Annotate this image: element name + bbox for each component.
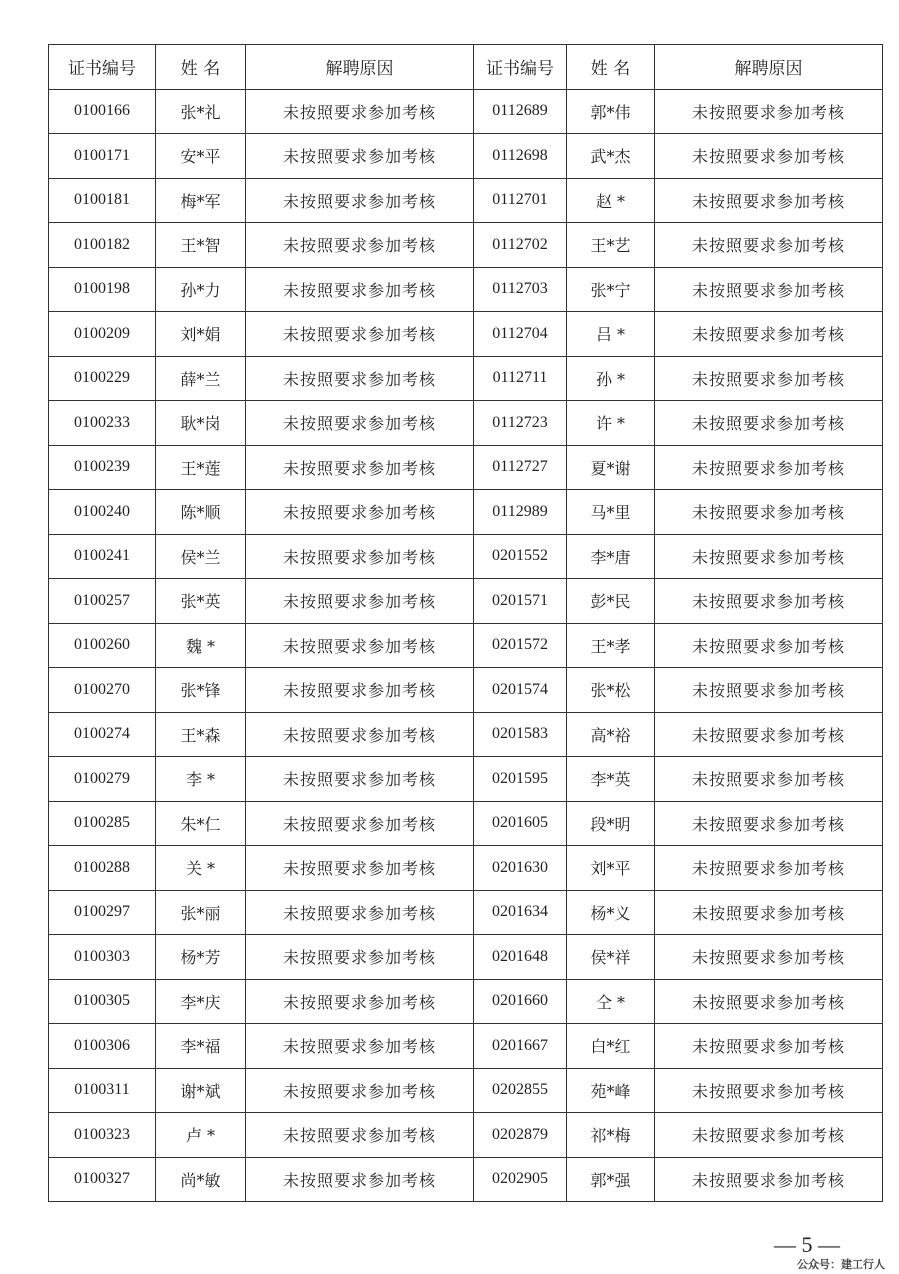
name-cell: 张*英 (156, 579, 246, 624)
name-cell: 李 * (156, 757, 246, 802)
reason-cell: 未按照要求参加考核 (246, 668, 474, 713)
cert-no-cell: 0201667 (474, 1024, 567, 1069)
cert-no-cell: 0201630 (474, 846, 567, 891)
reason-cell: 未按照要求参加考核 (246, 935, 474, 980)
table-row (49, 1068, 883, 1113)
reason-cell: 未按照要求参加考核 (655, 89, 883, 134)
cert-no-cell: 0100181 (49, 178, 156, 223)
reason-cell: 未按照要求参加考核 (246, 1113, 474, 1158)
reason-cell: 未按照要求参加考核 (246, 445, 474, 490)
cert-no-cell: 0112702 (474, 223, 567, 268)
cert-no-cell: 0201572 (474, 623, 567, 668)
name-cell: 王*莲 (156, 445, 246, 490)
table-row (49, 979, 883, 1024)
table-row (49, 89, 883, 134)
reason-cell: 未按照要求参加考核 (246, 623, 474, 668)
cert-no-cell: 0100166 (49, 89, 156, 134)
cert-no-cell: 0112711 (474, 356, 567, 401)
cert-no-cell: 0100209 (49, 312, 156, 357)
header-name: 姓 名 (567, 45, 655, 90)
table-row (49, 623, 883, 668)
name-cell: 赵 * (567, 178, 655, 223)
name-cell: 杨*芳 (156, 935, 246, 980)
name-cell: 彭*民 (567, 579, 655, 624)
cert-no-cell: 0201605 (474, 801, 567, 846)
cert-no-cell: 0100229 (49, 356, 156, 401)
cert-no-cell: 0112689 (474, 89, 567, 134)
table-row (49, 134, 883, 179)
cert-no-cell: 0202905 (474, 1157, 567, 1202)
reason-cell: 未按照要求参加考核 (655, 1113, 883, 1158)
name-cell: 王*孝 (567, 623, 655, 668)
cert-no-cell: 0201595 (474, 757, 567, 802)
table-row (49, 267, 883, 312)
reason-cell: 未按照要求参加考核 (246, 312, 474, 357)
reason-cell: 未按照要求参加考核 (655, 134, 883, 179)
name-cell: 朱*仁 (156, 801, 246, 846)
table-row (49, 1024, 883, 1069)
cert-no-cell: 0202879 (474, 1113, 567, 1158)
reason-cell: 未按照要求参加考核 (655, 223, 883, 268)
cert-no-cell: 0100182 (49, 223, 156, 268)
table-row (49, 1157, 883, 1202)
table-row (49, 846, 883, 891)
reason-cell: 未按照要求参加考核 (655, 356, 883, 401)
name-cell: 刘*平 (567, 846, 655, 891)
cert-no-cell: 0100279 (49, 757, 156, 802)
reason-cell: 未按照要求参加考核 (246, 178, 474, 223)
header-cert-no: 证书编号 (49, 45, 156, 90)
name-cell: 王*智 (156, 223, 246, 268)
name-cell: 高*裕 (567, 712, 655, 757)
table-row (49, 579, 883, 624)
reason-cell: 未按照要求参加考核 (246, 846, 474, 891)
table-row (49, 490, 883, 535)
dismissal-roster-table (48, 44, 883, 1202)
name-cell: 谢*斌 (156, 1068, 246, 1113)
cert-no-cell: 0100297 (49, 890, 156, 935)
cert-no-cell: 0100305 (49, 979, 156, 1024)
table-row (49, 178, 883, 223)
reason-cell: 未按照要求参加考核 (655, 846, 883, 891)
cert-no-cell: 0112701 (474, 178, 567, 223)
reason-cell: 未按照要求参加考核 (655, 1157, 883, 1202)
name-cell: 侯*兰 (156, 534, 246, 579)
reason-cell: 未按照要求参加考核 (246, 490, 474, 535)
name-cell: 侯*祥 (567, 935, 655, 980)
name-cell: 孙*力 (156, 267, 246, 312)
name-cell: 仝 * (567, 979, 655, 1024)
header-cert-no: 证书编号 (474, 45, 567, 90)
name-cell: 杨*义 (567, 890, 655, 935)
cert-no-cell: 0112698 (474, 134, 567, 179)
reason-cell: 未按照要求参加考核 (246, 757, 474, 802)
reason-cell: 未按照要求参加考核 (246, 890, 474, 935)
cert-no-cell: 0100270 (49, 668, 156, 713)
reason-cell: 未按照要求参加考核 (655, 668, 883, 713)
cert-no-cell: 0112703 (474, 267, 567, 312)
reason-cell: 未按照要求参加考核 (655, 1024, 883, 1069)
reason-cell: 未按照要求参加考核 (655, 312, 883, 357)
cert-no-cell: 0100303 (49, 935, 156, 980)
cert-no-cell: 0100306 (49, 1024, 156, 1069)
name-cell: 刘*娟 (156, 312, 246, 357)
name-cell: 王*艺 (567, 223, 655, 268)
name-cell: 王*森 (156, 712, 246, 757)
reason-cell: 未按照要求参加考核 (246, 134, 474, 179)
name-cell: 薛*兰 (156, 356, 246, 401)
cert-no-cell: 0112989 (474, 490, 567, 535)
cert-no-cell: 0201660 (474, 979, 567, 1024)
name-cell: 李*庆 (156, 979, 246, 1024)
reason-cell: 未按照要求参加考核 (655, 890, 883, 935)
name-cell: 尚*敏 (156, 1157, 246, 1202)
reason-cell: 未按照要求参加考核 (246, 801, 474, 846)
table-row (49, 312, 883, 357)
reason-cell: 未按照要求参加考核 (246, 223, 474, 268)
cert-no-cell: 0100327 (49, 1157, 156, 1202)
name-cell: 苑*峰 (567, 1068, 655, 1113)
header-reason: 解聘原因 (655, 45, 883, 90)
header-reason: 解聘原因 (246, 45, 474, 90)
reason-cell: 未按照要求参加考核 (246, 401, 474, 446)
reason-cell: 未按照要求参加考核 (655, 801, 883, 846)
name-cell: 李*福 (156, 1024, 246, 1069)
name-cell: 安*平 (156, 134, 246, 179)
name-cell: 张*丽 (156, 890, 246, 935)
name-cell: 夏*谢 (567, 445, 655, 490)
cert-no-cell: 0112723 (474, 401, 567, 446)
reason-cell: 未按照要求参加考核 (655, 267, 883, 312)
name-cell: 武*杰 (567, 134, 655, 179)
table-row (49, 223, 883, 268)
reason-cell: 未按照要求参加考核 (655, 623, 883, 668)
cert-no-cell: 0201552 (474, 534, 567, 579)
reason-cell: 未按照要求参加考核 (246, 89, 474, 134)
watermark: 公众号：建工行人 (797, 1258, 885, 1271)
name-cell: 关 * (156, 846, 246, 891)
name-cell: 张*松 (567, 668, 655, 713)
cert-no-cell: 0100288 (49, 846, 156, 891)
cert-no-cell: 0112727 (474, 445, 567, 490)
cert-no-cell: 0201583 (474, 712, 567, 757)
reason-cell: 未按照要求参加考核 (655, 979, 883, 1024)
cert-no-cell: 0202855 (474, 1068, 567, 1113)
reason-cell: 未按照要求参加考核 (246, 979, 474, 1024)
reason-cell: 未按照要求参加考核 (655, 757, 883, 802)
cert-no-cell: 0100285 (49, 801, 156, 846)
name-cell: 许 * (567, 401, 655, 446)
reason-cell: 未按照要求参加考核 (655, 579, 883, 624)
cert-no-cell: 0201571 (474, 579, 567, 624)
reason-cell: 未按照要求参加考核 (246, 1024, 474, 1069)
name-cell: 李*唐 (567, 534, 655, 579)
name-cell: 郭*强 (567, 1157, 655, 1202)
reason-cell: 未按照要求参加考核 (246, 1157, 474, 1202)
table-row (49, 668, 883, 713)
name-cell: 张*锋 (156, 668, 246, 713)
cert-no-cell: 0100171 (49, 134, 156, 179)
name-cell: 祁*梅 (567, 1113, 655, 1158)
cert-no-cell: 0100198 (49, 267, 156, 312)
reason-cell: 未按照要求参加考核 (246, 356, 474, 401)
name-cell: 梅*军 (156, 178, 246, 223)
cert-no-cell: 0112704 (474, 312, 567, 357)
cert-no-cell: 0100274 (49, 712, 156, 757)
table-row (49, 356, 883, 401)
name-cell: 张*宁 (567, 267, 655, 312)
table-header-row (49, 45, 883, 90)
name-cell: 李*英 (567, 757, 655, 802)
name-cell: 魏 * (156, 623, 246, 668)
reason-cell: 未按照要求参加考核 (655, 712, 883, 757)
name-cell: 白*红 (567, 1024, 655, 1069)
table-row (49, 890, 883, 935)
cert-no-cell: 0201648 (474, 935, 567, 980)
table-row (49, 935, 883, 980)
table-row (49, 712, 883, 757)
table-row (49, 757, 883, 802)
name-cell: 孙 * (567, 356, 655, 401)
table-row (49, 801, 883, 846)
reason-cell: 未按照要求参加考核 (655, 534, 883, 579)
table-row (49, 445, 883, 490)
name-cell: 卢 * (156, 1113, 246, 1158)
reason-cell: 未按照要求参加考核 (655, 178, 883, 223)
name-cell: 张*礼 (156, 89, 246, 134)
reason-cell: 未按照要求参加考核 (655, 935, 883, 980)
reason-cell: 未按照要求参加考核 (246, 1068, 474, 1113)
reason-cell: 未按照要求参加考核 (655, 490, 883, 535)
cert-no-cell: 0100323 (49, 1113, 156, 1158)
name-cell: 郭*伟 (567, 89, 655, 134)
name-cell: 吕 * (567, 312, 655, 357)
name-cell: 马*里 (567, 490, 655, 535)
cert-no-cell: 0100233 (49, 401, 156, 446)
cert-no-cell: 0201574 (474, 668, 567, 713)
reason-cell: 未按照要求参加考核 (246, 712, 474, 757)
page-number: — 5 — (774, 1232, 840, 1257)
cert-no-cell: 0100257 (49, 579, 156, 624)
name-cell: 耿*岗 (156, 401, 246, 446)
cert-no-cell: 0100239 (49, 445, 156, 490)
header-name: 姓 名 (156, 45, 246, 90)
reason-cell: 未按照要求参加考核 (246, 534, 474, 579)
cert-no-cell: 0201634 (474, 890, 567, 935)
cert-no-cell: 0100241 (49, 534, 156, 579)
table-row (49, 401, 883, 446)
name-cell: 陈*顺 (156, 490, 246, 535)
cert-no-cell: 0100240 (49, 490, 156, 535)
reason-cell: 未按照要求参加考核 (655, 1068, 883, 1113)
reason-cell: 未按照要求参加考核 (655, 401, 883, 446)
table-row (49, 1113, 883, 1158)
cert-no-cell: 0100311 (49, 1068, 156, 1113)
table-row (49, 534, 883, 579)
reason-cell: 未按照要求参加考核 (246, 579, 474, 624)
reason-cell: 未按照要求参加考核 (246, 267, 474, 312)
cert-no-cell: 0100260 (49, 623, 156, 668)
reason-cell: 未按照要求参加考核 (655, 445, 883, 490)
name-cell: 段*明 (567, 801, 655, 846)
